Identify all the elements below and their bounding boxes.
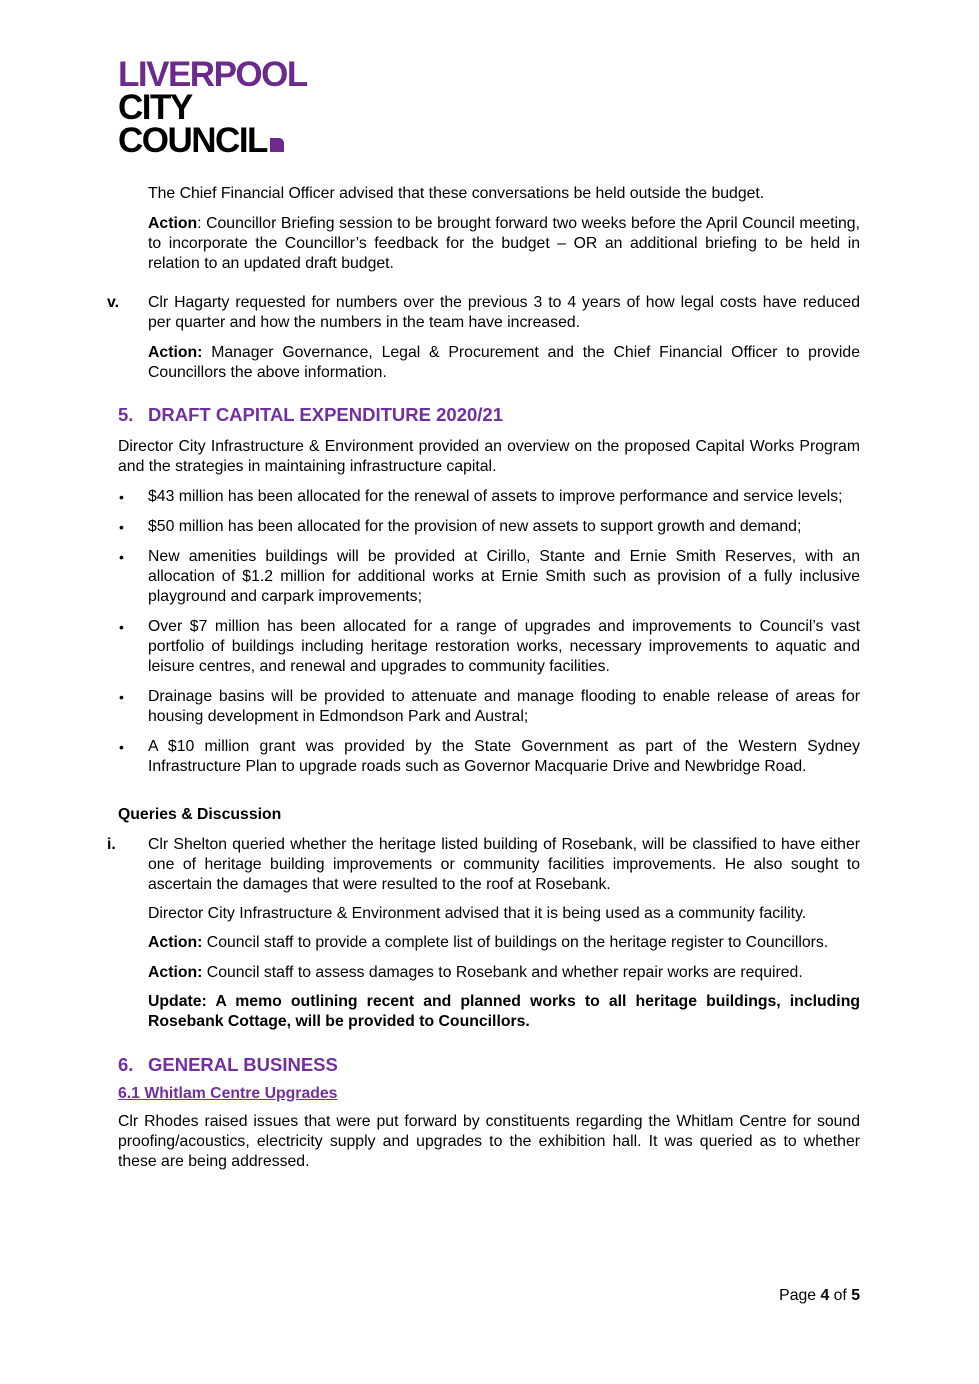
subsection-6-1-heading <box>118 1084 860 1104</box>
list-item-text: $43 million has been allocated for the renewal of assets to improve performance and service levels; <box>148 488 843 505</box>
of-label: of <box>829 1287 852 1304</box>
section-title: DRAFT CAPITAL EXPENDITURE 2020/21 <box>148 404 504 425</box>
total-pages: 5 <box>851 1287 860 1304</box>
director-reply: Director City Infrastructure & Environment advised that it is being used as a community facility. <box>148 905 807 922</box>
action-rosebank-damage <box>118 963 860 983</box>
subsection-title: 6.1 Whitlam Centre Upgrades <box>118 1085 338 1102</box>
list-item <box>118 517 860 537</box>
section-5-heading <box>118 403 860 427</box>
logo-line-2: CITY <box>118 88 192 127</box>
item-text: Clr Shelton queried whether the heritage listed building of Rosebank, will be classified to have either one of heritage building improvements or community facilities improvements. He also sought to ascertain the damages that were resulted to the roof at Rosebank. <box>148 836 860 893</box>
action-label: Action: <box>148 964 203 981</box>
bullet-icon: • <box>119 739 124 755</box>
query-item-v <box>107 293 860 333</box>
list-item <box>118 737 860 777</box>
section-6-text: Clr Rhodes raised issues that were put forward by constituents regarding the Whitlam Centre for sound proofing/acoustics, electricity supply and upgrades to the exhibition hall. It was queried as to whether these are being addressed. <box>118 1113 860 1170</box>
logo-line-1: LIVERPOOL <box>118 55 307 94</box>
logo-line-3-text: COUNCIL <box>118 121 267 160</box>
page-number <box>700 1287 860 1305</box>
list-item <box>118 687 860 727</box>
list-item <box>118 487 860 507</box>
bullet-icon: • <box>119 489 124 505</box>
list-item-text: $50 million has been allocated for the provision of new assets to support growth and demand; <box>148 518 802 535</box>
list-item-text: A $10 million grant was provided by the State Government as part of the Western Sydney Infrastructure Plan to upgrade roads such as Governor Macquarie Drive and Newbridge Road. <box>148 738 860 775</box>
document-body <box>107 184 860 1172</box>
queries-heading: Queries & Discussion <box>118 806 282 823</box>
page-label: Page <box>779 1287 821 1304</box>
action-heritage-list <box>118 933 860 953</box>
list-item-text: New amenities buildings will be provided at Cirillo, Stante and Ernie Smith Reserves, with an allocation of $1.2 million for additional works at Ernie Smith such as provision of a fully inclusive playground and carpark improvements; <box>148 548 860 605</box>
capital-works-list <box>118 487 860 777</box>
section-title: GENERAL BUSINESS <box>148 1054 338 1075</box>
section-5-intro: Director City Infrastructure & Environment provided an overview on the proposed Capital Works Program and the strategies in maintaining infrastructure capital. <box>118 438 860 475</box>
action-text: Council staff to provide a complete list of buildings on the heritage register to Councillors. <box>202 934 829 951</box>
query-item-i <box>107 835 860 895</box>
action-label: Action: <box>148 934 203 951</box>
logo-line-3 <box>118 121 307 160</box>
list-item <box>118 547 860 607</box>
action-text: Council staff to assess damages to Rosebank and whether repair works are required. <box>202 964 803 981</box>
list-item <box>118 617 860 677</box>
section-6-heading <box>118 1053 860 1077</box>
bullet-icon: • <box>119 519 124 535</box>
list-item-text: Over $7 million has been allocated for a range of upgrades and improvements to Council’s vast portfolio of buildings including heritage restoration works, necessary improvements to aquatic and leisure centres, and renewal and upgrades to community facilities. <box>148 618 860 675</box>
item-number: i. <box>107 836 116 853</box>
section-number: 6. <box>118 1054 134 1075</box>
action-label: Action: <box>148 344 203 361</box>
bullet-icon: • <box>119 619 124 635</box>
action-legal-costs <box>118 343 860 383</box>
item-text: Clr Hagarty requested for numbers over the previous 3 to 4 years of how legal costs have reduced per quarter and how the numbers in the team have increased. <box>148 294 860 331</box>
item-number: v. <box>107 294 120 311</box>
action-briefing <box>118 214 860 274</box>
action-text: : Councillor Briefing session to be brought forward two weeks before the April Council meeting, to incorporate the Councillor’s feedback for the budget – OR an additional briefing to be held in relation to an updated draft budget. <box>148 215 860 272</box>
current-page: 4 <box>820 1287 830 1304</box>
cfo-advice: The Chief Financial Officer advised that these conversations be held outside the budget. <box>148 185 765 202</box>
bullet-icon: • <box>119 689 124 705</box>
bullet-icon: • <box>119 549 124 565</box>
action-text: Manager Governance, Legal & Procurement and the Chief Financial Officer to provide Councillors the above information. <box>148 344 860 381</box>
action-label: Action <box>148 215 198 232</box>
list-item-text: Drainage basins will be provided to attenuate and manage flooding to enable release of areas for housing development in Edmondson Park and Austral; <box>148 688 860 725</box>
council-logo <box>118 55 307 160</box>
section-number: 5. <box>118 404 134 425</box>
update-note: Update: A memo outlining recent and planned works to all heritage buildings, including Rosebank Cottage, will be provided to Councillors. <box>148 993 860 1030</box>
logo-mark-icon <box>270 138 284 152</box>
